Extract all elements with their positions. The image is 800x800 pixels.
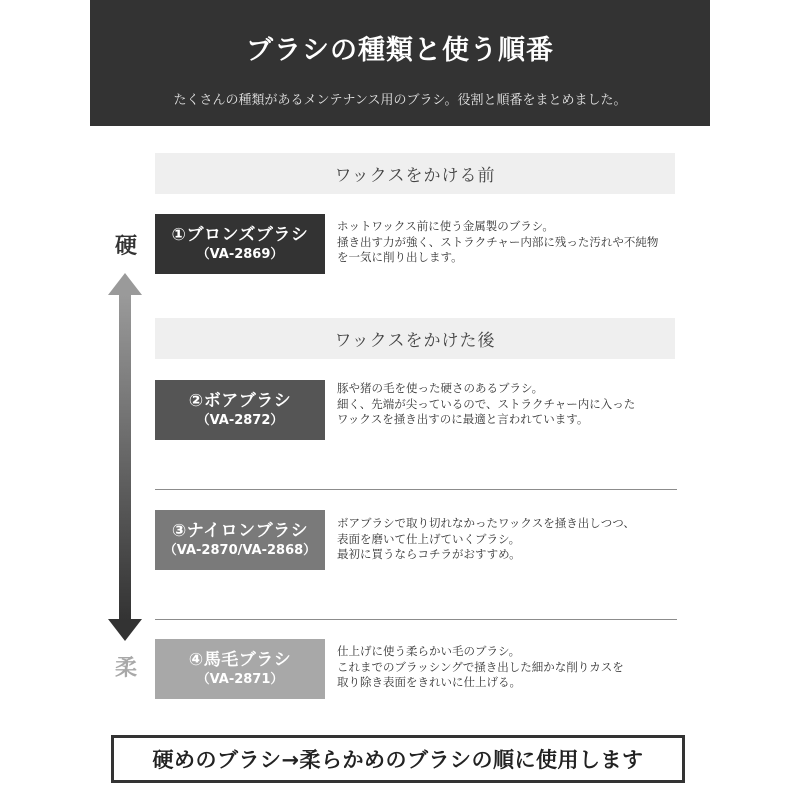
brush-name: ④馬毛ブラシ: [188, 650, 292, 670]
desc-line: を一気に削り出します。: [337, 250, 463, 264]
soft-label: 柔: [114, 656, 137, 681]
desc-line: 豚や猪の毛を使った硬さのあるブラシ。: [337, 381, 544, 395]
arrow-shaft: [119, 295, 131, 620]
section-after-wax: ワックスをかけた後: [155, 318, 675, 359]
desc-line: これまでのブラッシングで掻き出した細かな削りカスを: [337, 659, 624, 674]
brush-code: （VA-2871）: [196, 672, 284, 687]
divider: [155, 619, 677, 620]
brush-name: ②ボアブラシ: [188, 391, 292, 411]
desc-line: ホットワックス前に使う金属製のブラシ。: [337, 219, 554, 233]
brush-bronze: [155, 214, 325, 274]
page-subtitle: たくさんの種類があるメンテナンス用のブラシ。役割と順番をまとめました。: [173, 93, 627, 108]
desc-line: 表面を磨いて仕上げていくブラシ。: [337, 531, 521, 546]
arrow-head-down: [108, 619, 142, 641]
brush-code: （VA-2869）: [196, 247, 284, 262]
brush-code: （VA-2872）: [196, 413, 284, 428]
brush-nylon-description: [337, 516, 682, 563]
desc-line: 最初に買うならコチラがおすすめ。: [337, 547, 521, 561]
divider: [155, 489, 677, 490]
brush-code: （VA-2870/VA-2868）: [163, 543, 317, 558]
usage-order-note: 硬めのブラシ→柔らかめのブラシの順に使用します: [111, 735, 685, 783]
desc-line: 取り除き表面をきれいに仕上げる。: [337, 675, 521, 689]
desc-line: 仕上げに使う柔らかい毛のブラシ。: [337, 644, 521, 658]
header-banner: [90, 0, 710, 126]
desc-line: 細く、先端が尖っているので、ストラクチャー内に入った: [337, 396, 636, 411]
brush-bronze-description: [337, 219, 682, 266]
brush-boar: [155, 380, 325, 440]
desc-line: 掻き出す力が強く、ストラクチャー内部に残った汚れや不純物: [337, 234, 659, 249]
desc-line: ワックスを掻き出すのに最適と言われています。: [337, 412, 589, 426]
brush-horsehair-description: [337, 644, 682, 691]
section-before-wax: ワックスをかける前: [155, 153, 675, 194]
brush-name: ①ブロンズブラシ: [171, 225, 309, 245]
brush-nylon: [155, 510, 325, 570]
hardness-arrow: [107, 270, 147, 645]
brush-boar-description: [337, 381, 682, 428]
page-title: ブラシの種類と使う順番: [246, 35, 554, 66]
brush-name: ③ナイロンブラシ: [171, 521, 309, 541]
arrow-head-up: [108, 273, 142, 295]
hard-label: 硬: [114, 234, 137, 259]
desc-line: ボアブラシで取り切れなかったワックスを掻き出しつつ、: [337, 516, 635, 530]
brush-horsehair: [155, 639, 325, 699]
